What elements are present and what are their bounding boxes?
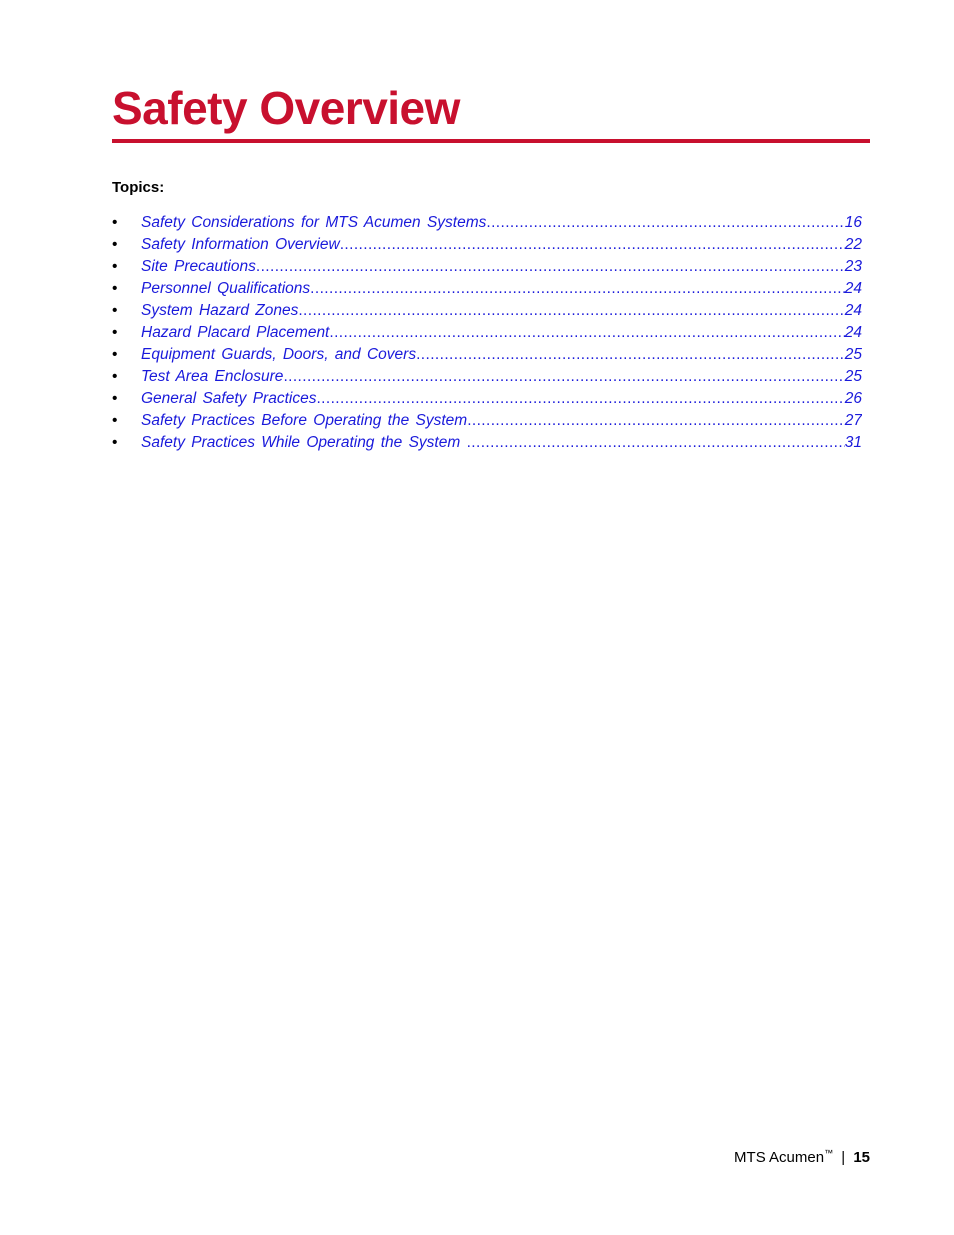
- toc-item: [112, 388, 862, 410]
- toc-link-label: Equipment Guards, Doors, and Covers: [141, 346, 417, 363]
- toc-link-system-hazard-zones[interactable]: [141, 300, 862, 322]
- toc-item: [112, 410, 862, 432]
- toc-link-safety-considerations[interactable]: [141, 212, 862, 234]
- dot-leader: [256, 256, 845, 278]
- bullet-icon: •: [112, 368, 118, 385]
- toc-page-number: 24: [844, 324, 862, 341]
- toc-item: [112, 432, 862, 454]
- page-footer: [734, 1148, 870, 1168]
- toc-link-label: Safety Considerations for MTS Acumen Systems: [141, 214, 487, 231]
- toc-page-number: 24: [844, 302, 862, 319]
- toc-page-number: 26: [844, 390, 862, 407]
- toc-item: [112, 278, 862, 300]
- toc-link-personnel-qualifications[interactable]: [141, 278, 862, 300]
- toc-link-label: Hazard Placard Placement: [141, 324, 330, 341]
- toc-link-site-precautions[interactable]: [141, 256, 862, 278]
- bullet-icon: •: [112, 390, 118, 407]
- dot-leader: [416, 344, 845, 366]
- footer-separator: |: [841, 1149, 846, 1166]
- toc-page-number: 27: [844, 412, 862, 429]
- toc-item: [112, 300, 862, 322]
- bullet-icon: •: [112, 302, 118, 319]
- dot-leader: [467, 410, 845, 432]
- dot-leader: [310, 278, 845, 300]
- toc-link-label: Test Area Enclosure: [141, 368, 284, 385]
- toc-page-number: 31: [844, 434, 862, 451]
- page-title: Safety Overview: [112, 82, 460, 134]
- dot-leader: [340, 234, 845, 256]
- bullet-icon: •: [112, 258, 118, 275]
- dot-leader: [486, 212, 844, 234]
- toc-link-label: Safety Information Overview: [141, 236, 340, 253]
- trademark-symbol: ™: [824, 1148, 834, 1158]
- dot-leader: [329, 322, 844, 344]
- toc-link-equipment-guards[interactable]: [141, 344, 862, 366]
- toc-link-label: Personnel Qualifications: [141, 280, 311, 297]
- toc-page-number: 16: [844, 214, 862, 231]
- toc-link-label: General Safety Practices: [141, 390, 317, 407]
- toc-link-label: Site Precautions: [141, 258, 256, 275]
- toc-link-hazard-placard-placement[interactable]: [141, 322, 862, 344]
- toc-item: [112, 212, 862, 234]
- bullet-icon: •: [112, 280, 118, 297]
- topics-list: [112, 212, 862, 454]
- toc-item: [112, 256, 862, 278]
- footer-product-name: MTS Acumen: [734, 1149, 825, 1166]
- toc-item: [112, 344, 862, 366]
- toc-link-practices-while-operating[interactable]: [141, 432, 862, 454]
- dot-leader: [283, 366, 844, 388]
- toc-link-general-safety-practices[interactable]: [141, 388, 862, 410]
- bullet-icon: •: [112, 324, 118, 341]
- dot-leader: [316, 388, 844, 410]
- toc-link-practices-before-operating[interactable]: [141, 410, 862, 432]
- toc-page-number: 25: [844, 368, 862, 385]
- bullet-icon: •: [112, 214, 118, 231]
- toc-item: [112, 322, 862, 344]
- toc-page-number: 23: [844, 258, 862, 275]
- dot-leader: [467, 432, 845, 454]
- toc-link-test-area-enclosure[interactable]: [141, 366, 862, 388]
- dot-leader: [298, 300, 844, 322]
- toc-link-label: Safety Practices Before Operating the System: [141, 412, 468, 429]
- bullet-icon: •: [112, 434, 118, 451]
- footer-page-number: 15: [853, 1149, 870, 1166]
- bullet-icon: •: [112, 236, 118, 253]
- toc-item: [112, 366, 862, 388]
- toc-link-label: System Hazard Zones: [141, 302, 299, 319]
- toc-link-label: Safety Practices While Operating the System: [141, 434, 467, 451]
- bullet-icon: •: [112, 412, 118, 429]
- toc-item: [112, 234, 862, 256]
- toc-page-number: 24: [844, 280, 862, 297]
- title-divider: [112, 139, 870, 143]
- bullet-icon: •: [112, 346, 118, 363]
- topics-label: Topics:: [112, 179, 165, 196]
- toc-page-number: 25: [844, 346, 862, 363]
- toc-link-safety-information-overview[interactable]: [141, 234, 862, 256]
- toc-page-number: 22: [844, 236, 862, 253]
